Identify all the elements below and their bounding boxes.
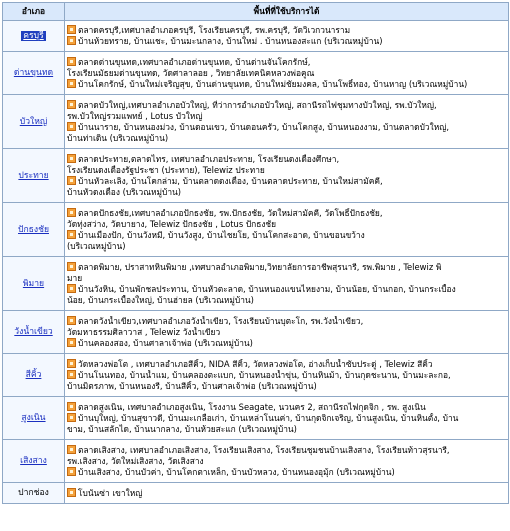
bullet-icon	[67, 445, 76, 454]
area-line	[67, 36, 506, 47]
area-line	[67, 456, 506, 467]
area-line	[67, 122, 506, 133]
bullet-icon	[67, 488, 76, 497]
bullet-icon	[67, 36, 76, 45]
area-text: ตลาดเสิงสาง, เทศบาลอำเภอเสิงสาง, โรงเรียนเสิงสาง, โรงเรียนชุมชนบ้านเสิงสาง, โรงเรียนท้าวสุรนารี,	[78, 444, 450, 455]
district-cell	[3, 440, 65, 483]
area-line	[67, 381, 506, 392]
area-line	[67, 402, 506, 413]
area-line	[67, 273, 506, 284]
area-text: โรงเรียนมัธยมด่านขุนทด, วัดศาลาลอย , วิทยาลัยเทคนิคหลวงพ่อคูณ	[67, 67, 315, 78]
area-text: บ้านเสิงสาง, บ้านบัวค่า, บ้านโคกตาเหล็ก, บ้านบัวหลวง, บ้านหนองอุมุ้ก (บริเวณหมู่บ้าน)	[78, 466, 395, 477]
area-text: บ้านคลองสอง, บ้านศาลาเจ้าพ่อ (บริเวณหมู่บ้าน)	[78, 337, 253, 348]
table-row	[3, 149, 509, 203]
area-line	[67, 68, 506, 79]
bullet-icon	[67, 262, 76, 271]
district-cell	[3, 52, 65, 95]
area-line	[67, 154, 506, 165]
bullet-icon	[67, 122, 76, 131]
district-cell	[3, 203, 65, 257]
bullet-icon	[67, 57, 76, 66]
area-line	[67, 359, 506, 370]
area-text: วัดทุ่งสว่าง, วัดบายาง, Telewiz ปักธงชัย , Lotus ปักธงชัย	[67, 218, 277, 229]
bullet-icon	[67, 467, 76, 476]
area-text: ตลาดบัวใหญ่,เทศบาลอำเภอบัวใหญ่, ที่ว่าการอำเภอบัวใหญ่, สถานีรถไฟชุมทางบัวใหญ่, รพ.บัวใหญ่,	[78, 99, 437, 110]
area-line	[67, 100, 506, 111]
district-link[interactable]: บัวใหญ่	[19, 116, 48, 127]
area-text: วัดมหาธรรมศิลาวาส , Telewiz วังน้ำเขียว	[67, 326, 221, 337]
service-areas-cell	[65, 354, 509, 397]
area-text: ตลาดด่านขุนทด,เทศบาลอำเภอด่านขุนทด, บ้านด่านจันโคกรักษ์,	[78, 56, 311, 67]
area-line	[67, 284, 506, 295]
area-text: รพ.เสิงสาง, วัดใหม่เสิงสาง, วัดเสิงสาง	[67, 455, 204, 466]
area-line	[67, 133, 506, 144]
bullet-icon	[67, 79, 76, 88]
area-text: ขาม, บ้านสลักได, บ้านนากลาง, บ้านห้วยสะแก (บริเวณหมู่บ้าน)	[67, 423, 297, 434]
area-text: บ้านหัวดงเดื่อง (บริเวณหมู่บ้าน)	[67, 186, 182, 197]
area-text: ตลาดประทาย,ตลาดไทร, เทศบาลอำเภอประทาย, โรงเรียนดงเดื่องศึกษา,	[78, 153, 340, 164]
area-text: น้อย, บ้านกระเบื้องใหญ่, บ้านฮ่ายล (บริเวณหมู่บ้าน)	[67, 294, 254, 305]
table-row	[3, 52, 509, 95]
area-text: บ้านมิตรภาพ, บ้านหนองรี, บ้านสีคิ้ว, บ้านศาลเจ้าพ่อ (บริเวณหมู่บ้าน)	[67, 380, 317, 391]
district-link[interactable]: ด่านขุนทด	[13, 68, 54, 78]
service-areas-cell	[65, 483, 509, 504]
area-text: ตลาดครบุรี,เทศบาลอำเภอครบุรี, โรงเรียนครบุรี, รพ.ครบุรี, วัดวิเวกวนาราม	[78, 25, 351, 35]
area-text: บ้านท่าเดิน (บริเวณหมู่บ้าน)	[67, 132, 169, 143]
bullet-icon	[67, 230, 76, 239]
area-line	[67, 413, 506, 424]
area-line	[67, 57, 506, 68]
district-cell	[3, 149, 65, 203]
area-line	[67, 467, 506, 478]
area-line	[67, 370, 506, 381]
area-text: โบนันซ่า เขาใหญ่	[78, 487, 143, 498]
area-text: บ้านโนนทอง, บ้านน้ำแม, บ้านคลองตะแบก, บ้านหนองน้ำขุ่น, บ้านหินม้า, บ้านกุดชะนาน, บ้านมะละกอ,	[78, 369, 451, 380]
bullet-icon	[67, 284, 76, 293]
column-header-district: อำเภอ	[3, 3, 65, 21]
district-link[interactable]: ปักธงชัย	[18, 224, 49, 235]
area-line	[67, 219, 506, 230]
area-line	[67, 338, 506, 349]
area-text: ตลาดปักธงชัย,เทศบาลอำเภอปักธงชัย, รพ.ปักธงชัย, วัดใหม่สามัคคี, วัดโพธิ์ปักธงชัย,	[78, 207, 383, 218]
area-text: บ้านเมืองปัก, บ้านวังหมี, บ้านวังสูง, บ้านไชยโย, บ้านโคกสะอาด, บ้านขอนขว้าง	[78, 229, 365, 240]
bullet-icon	[67, 413, 76, 422]
district-link[interactable]: ครบุรี	[23, 31, 44, 41]
service-areas-cell	[65, 257, 509, 311]
area-line	[67, 262, 506, 273]
bullet-icon	[67, 359, 76, 368]
area-text: ตลาดวังน้ำเขียว,เทศบาลอำเภอวังน้ำเขียว, โรงเรียนบ้านบุตะโก, รพ.วังน้ำเขียว,	[78, 315, 364, 326]
area-line	[67, 111, 506, 122]
district-cell	[3, 21, 65, 52]
area-line	[67, 445, 506, 456]
district-cell	[3, 483, 65, 504]
area-text: (บริเวณหมู่บ้าน)	[67, 240, 126, 251]
area-line	[67, 165, 506, 176]
area-text: บ้านหัวละเลิง, บ้านโคกล่าม, บ้านตลาดดงเดื่อง, บ้านตลาดประทาย, บ้านใหม่สามัคคี,	[78, 175, 383, 186]
service-areas-cell	[65, 397, 509, 440]
district-cell	[3, 257, 65, 311]
table-row	[3, 203, 509, 257]
table-body	[3, 21, 509, 504]
table-header-row	[3, 3, 509, 21]
district-link[interactable]: ประทาย	[18, 170, 49, 181]
district-link[interactable]: เสิงสาง	[20, 456, 47, 466]
bullet-icon	[67, 176, 76, 185]
area-line	[67, 327, 506, 338]
area-line	[67, 488, 506, 499]
table-row	[3, 21, 509, 52]
district-cell	[3, 397, 65, 440]
bullet-icon	[67, 316, 76, 325]
table-row	[3, 311, 509, 354]
area-line	[67, 187, 506, 198]
district-cell	[3, 354, 65, 397]
table-row	[3, 354, 509, 397]
bullet-icon	[67, 25, 76, 34]
district-link: ปากช่อง	[18, 488, 49, 498]
area-line	[67, 295, 506, 306]
bullet-icon	[67, 100, 76, 109]
area-line	[67, 25, 506, 36]
area-text: บ้านนาราย, บ้านหนองม่วง, บ้านดอนเขว, บ้านดอนครัว, บ้านโคกสูง, บ้านหนองงาม, บ้านตลาดบัวใหญ่,	[78, 121, 450, 132]
area-text: รพ.บัวใหญ่รวมแพทย์ , Lotus บัวใหญ่	[67, 110, 203, 121]
district-link[interactable]: สูงเนิน	[21, 413, 46, 423]
table-row	[3, 95, 509, 149]
district-link[interactable]: พิมาย	[22, 278, 45, 289]
area-text: ตลาดสูงเนิน, เทศบาลอำเภอสูงเนิน, โรงงาน Seagate, นวนคร 2, สถานีรถไฟกุดจิก , รพ. สูงเนิน	[78, 401, 426, 412]
area-text: ตลาดพิมาย, ปราสาทหินพิมาย ,เทศบาลอำเภอพิมาย,วิทยาลัยการอาชีพสุรนารี, รพ.พิมาย , Telewiz พิ	[78, 261, 442, 272]
table-row	[3, 397, 509, 440]
bullet-icon	[67, 338, 76, 347]
area-text: มาย	[67, 272, 83, 283]
area-text: วัดหลวงพ่อโต , เทศบาลอำเภอสีคิ้ว, NIDA สีคิ้ว, วัดหลวงพ่อโต, อ่างเก็บน้ำซับประดู่ , Telewiz สีคิ้ว	[78, 358, 433, 369]
district-cell	[3, 311, 65, 354]
service-areas-cell	[65, 149, 509, 203]
area-line	[67, 230, 506, 241]
area-line	[67, 316, 506, 327]
district-link[interactable]: วังน้ำเขียว	[14, 327, 53, 337]
area-line	[67, 424, 506, 435]
service-areas-cell	[65, 440, 509, 483]
table-row	[3, 483, 509, 504]
area-line	[67, 176, 506, 187]
district-link[interactable]: สีคิ้ว	[25, 370, 42, 380]
area-text: บ้านบุใหญ่, บ้านสุขาวดี, บ้านมะเกลือเก่า, บ้านเหล่าโนนค่า, บ้านกุดจิกเจริญ, บ้านสูงเนิน, บ้านหินตั้ง, บ้าน	[78, 412, 459, 423]
service-areas-cell	[65, 311, 509, 354]
area-line	[67, 208, 506, 219]
table-row	[3, 257, 509, 311]
area-text: บ้านห้วยทราย, บ้านแชะ, บ้านมะนกลาง, บ้านใหม่ . บ้านหนองสะแก (บริเวณหมู่บ้าน)	[78, 36, 383, 46]
district-cell	[3, 95, 65, 149]
column-header-areas: พื้นที่ที่ใช้บริการได้	[65, 3, 509, 21]
service-areas-cell	[65, 95, 509, 149]
bullet-icon	[67, 370, 76, 379]
coverage-table	[2, 2, 509, 504]
area-line	[67, 241, 506, 252]
area-line	[67, 79, 506, 90]
area-text: บ้านโคกรักษ์, บ้านใหม่เจริญสุข, บ้านด่านขุนทด, บ้านใหม่ชัยมงคล, บ้านโพธิ์ทอง, บ้านหาญ (บริเวณหมู่บ้าน)	[78, 78, 468, 89]
bullet-icon	[67, 402, 76, 411]
area-text: โรงเรียนดงเดื่องรัฐประชา (ประทาย), Telewiz ประทาย	[67, 164, 265, 175]
bullet-icon	[67, 154, 76, 163]
service-areas-cell	[65, 203, 509, 257]
table-row	[3, 440, 509, 483]
service-areas-cell	[65, 52, 509, 95]
bullet-icon	[67, 208, 76, 217]
area-text: บ้านวังหิน, บ้านพักชลประทาน, บ้านหัวตะลาด, บ้านหนองแขนไหยงาม, บ้านน้อย, บ้านกอก, บ้านกระเบื้อง	[78, 283, 456, 294]
service-areas-cell	[65, 21, 509, 52]
